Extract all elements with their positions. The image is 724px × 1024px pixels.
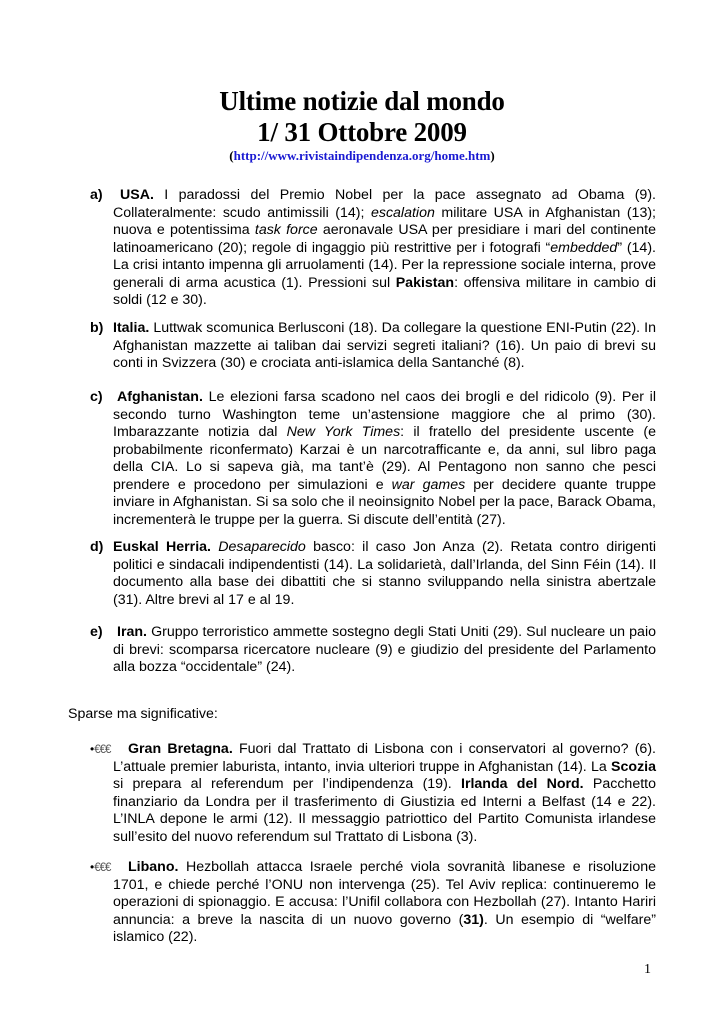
bold-text: 31) bbox=[463, 911, 484, 928]
bullet-libano bbox=[90, 859, 656, 947]
list-marker: a) bbox=[90, 187, 103, 203]
source-url-line bbox=[0, 148, 724, 164]
section-content bbox=[113, 187, 656, 310]
italic-text: task force bbox=[254, 222, 318, 238]
bullet-marker bbox=[90, 741, 110, 760]
text-run: I paradossi del Premio Nobel per la pace assegnato ad Obama (9). Collateralmente: scudo antimissili (14); bbox=[113, 187, 656, 221]
url-open-paren: ( bbox=[229, 148, 234, 163]
bullet-marker bbox=[90, 859, 110, 878]
section-content bbox=[113, 389, 656, 529]
text-run: ” (14). La crisi intanto impenna gli arruolamenti (14). Per la repressione sociale interna, prove generali di arma acustica (1). Pressioni sul bbox=[113, 239, 656, 291]
italic-text: embedded bbox=[550, 239, 618, 256]
bullet-gran-bretagna bbox=[90, 741, 656, 846]
list-marker: c) bbox=[90, 389, 103, 405]
title-block bbox=[0, 86, 724, 164]
bullet-heading: Gran Bretagna. bbox=[128, 741, 233, 757]
text-run: basco: il caso Jon Anza (2). Retata contro dirigenti politici e sindacali indipendentisti (14). La solidarietà, dall’Irlanda, del Sinn Féin (14). Il documento alla base dei dibattiti che si stanno sviluppando nella sinistra abertzale (31). Altre brevi al 17 e al 19. bbox=[113, 539, 656, 608]
bold-text: Scozia bbox=[611, 758, 656, 775]
text-run: militare USA in Afghanistan (13); nuova e potentissima bbox=[113, 204, 657, 238]
text-run: . Un esempio di “welfare” islamico (22). bbox=[113, 911, 656, 945]
section-heading: USA. bbox=[120, 187, 154, 203]
text-run: Fuori dal Trattato di Lisbona con i conservatori al governo? (6). L’attuale premier laburista, intanto, invia ulteriori truppe in Afghanistan (14). La bbox=[113, 741, 656, 775]
bullet-dot-icon: • bbox=[90, 860, 95, 874]
url-close-paren: ) bbox=[490, 148, 495, 163]
section-heading: Euskal Herria. bbox=[113, 539, 211, 555]
section-content bbox=[113, 624, 656, 677]
section-heading: Afghanistan. bbox=[117, 389, 203, 405]
section-heading: Italia. bbox=[113, 320, 150, 336]
bullet-dot-icon: • bbox=[90, 742, 95, 756]
list-marker: d) bbox=[90, 539, 104, 555]
page-subtitle-date: 1/ 31 Ottobre 2009 bbox=[257, 117, 467, 147]
bullet-heading: Libano. bbox=[128, 859, 179, 875]
text-run: Luttwak scomunica Berlusconi (18). Da collegare la questione ENI-Putin (22). In Afghanistan mazzette ai taliban dai servizi segreti italiani? (16). Un paio di brevi su conti in Svizzera (30) e crociata anti-islamica della Santanché (8). bbox=[113, 320, 656, 371]
section-text bbox=[113, 187, 656, 308]
text-run: si prepara al referendum per l’indipendenza (19). bbox=[113, 776, 462, 792]
source-url-link[interactable]: http://www.rivistaindipendenza.org/home.htm bbox=[233, 148, 491, 163]
euro-symbols-icon: €€€ bbox=[94, 862, 111, 874]
bullet-content bbox=[113, 859, 656, 947]
list-marker: b) bbox=[90, 320, 104, 336]
page-number: 1 bbox=[644, 962, 651, 977]
list-marker: e) bbox=[90, 624, 103, 640]
text-run: : offensiva militare in cambio di soldi (12 e 30). bbox=[113, 274, 656, 308]
italic-text: New York Times bbox=[286, 424, 401, 440]
section-afghanistan bbox=[90, 389, 656, 529]
text-run: Gruppo terroristico ammette sostegno degli Stati Uniti (29). Sul nucleare un paio di brevi: scomparsa ricercatore nucleare (9) e giudizio del presidente del Parlamento alla bozza “occidentale” (24). bbox=[113, 624, 656, 675]
italic-text: war games bbox=[391, 476, 466, 493]
section-text bbox=[113, 624, 656, 675]
bold-text: Pakistan bbox=[395, 274, 455, 291]
section-usa bbox=[90, 187, 656, 310]
text-run: Le elezioni farsa scadono nel caos dei brogli e del ridicolo (9). Per il secondo turno Washington teme un’astensione maggiore che al primo (30). Imbarazzante notizia dal bbox=[113, 389, 656, 440]
bold-text: Irlanda del Nord. bbox=[461, 776, 584, 792]
section-content bbox=[113, 320, 656, 373]
bullet-text bbox=[113, 859, 656, 945]
section-text bbox=[113, 389, 656, 528]
sparse-heading: Sparse ma significative: bbox=[68, 706, 218, 722]
section-text bbox=[113, 320, 656, 371]
section-italia bbox=[90, 320, 656, 373]
euro-symbols-icon: €€€ bbox=[94, 744, 111, 756]
italic-text: escalation bbox=[370, 204, 435, 221]
bullet-content bbox=[113, 741, 656, 846]
section-euskal-herria bbox=[90, 539, 656, 609]
text-run: per decidere quante truppe inviare in Afghanistan. Si sa solo che il neoinsignito Nobel per la pace, Barack Obama, incrementerà le truppe per la guerra. Si discute dell’entità (27). bbox=[113, 476, 656, 528]
text-run: : il fratello del presidente uscente (e probabilmente riconfermato) Karzai è un narcotrafficante e, da anni, sul libro paga della CIA. Lo si sapeva già, ma tant’è (29). Al Pentagono non sanno che pesci prendere e procedono per simulazioni e bbox=[113, 424, 656, 493]
text-run: Pacchetto finanziario da Londra per il trasferimento di Giustizia ed Interni a Belfast (14 e 22). L’INLA depone le armi (12). Il messaggio patriottico del Partito Comunista irlandese sull’esito del nuovo referendum sul Trattato di Lisbona (3). bbox=[113, 776, 656, 845]
text-run: aeronavale USA per presidiare i mari del continente latinoamericano (20); regole di ingaggio più restrittive per i fotografi “ bbox=[113, 222, 656, 256]
section-content bbox=[113, 539, 656, 609]
section-iran bbox=[90, 624, 656, 677]
page-title: Ultime notizie dal mondo bbox=[219, 86, 505, 116]
text-run: Hezbollah attacca Israele perché viola sovranità libanese e risoluzione 1701, e chiede perché l’ONU non intervenga (25). Tel Aviv replica: continueremo le operazioni di spionaggio. E accusa: l’Unifil collabora con Hezbollah (27). Intanto Hariri annuncia: a breve la nascita di un nuovo governo ( bbox=[113, 859, 656, 928]
section-heading: Iran. bbox=[117, 624, 147, 640]
italic-text: Desaparecido bbox=[218, 539, 306, 555]
